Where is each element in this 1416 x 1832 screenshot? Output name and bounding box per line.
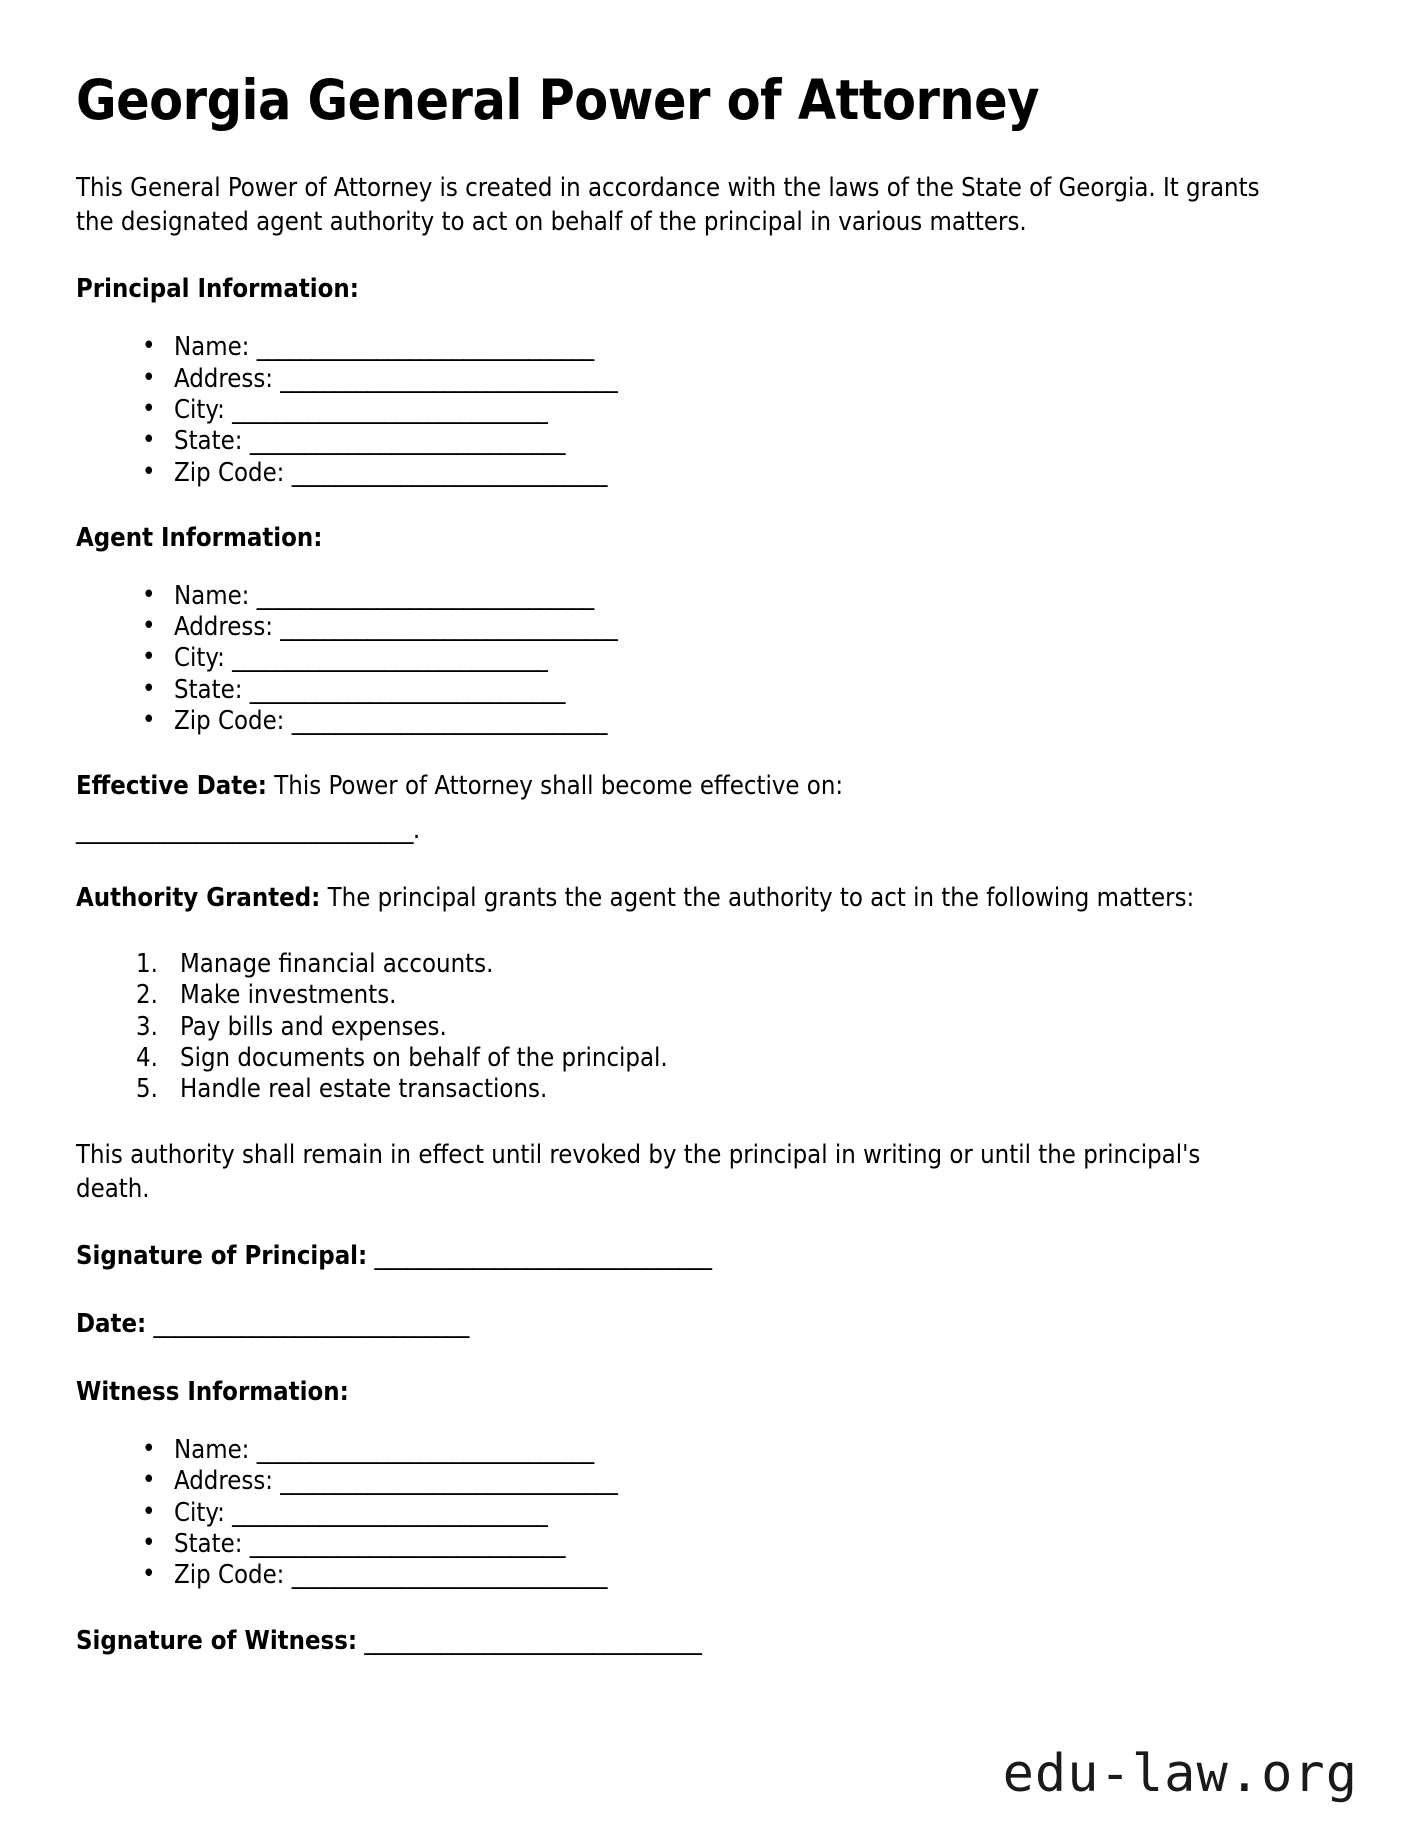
page-title: Georgia General Power of Attorney	[76, 68, 1039, 132]
field-label: Address:	[174, 363, 273, 394]
field-blank[interactable]: _____________________________	[232, 394, 548, 425]
field-label: State:	[174, 426, 243, 457]
field-label: Zip Code:	[174, 457, 285, 488]
list-item: Pay bills and expenses.	[180, 1011, 447, 1042]
field-blank[interactable]: _____________________________	[291, 706, 607, 737]
agent-information-heading: Agent Information:	[76, 522, 323, 553]
field-label: State:	[174, 1529, 243, 1560]
authority-granted-label: Authority Granted:	[76, 883, 321, 914]
date-blank[interactable]: _____________________________	[153, 1309, 469, 1340]
list-item	[136, 333, 1340, 362]
effective-date-blank-line	[76, 814, 1340, 848]
list-item: Sign documents on behalf of the principal.	[180, 1043, 668, 1073]
field-blank[interactable]: _____________________________	[232, 643, 548, 674]
effective-date-blank[interactable]: _______________________________	[76, 815, 413, 846]
principal-information-fields	[76, 333, 1340, 488]
field-blank[interactable]: _____________________________	[249, 674, 565, 705]
field-label: City:	[174, 394, 225, 425]
field-label: Zip Code:	[174, 1560, 285, 1591]
field-blank[interactable]: _______________________________	[280, 612, 618, 643]
field-label: Address:	[174, 1466, 273, 1497]
field-label: City:	[174, 643, 225, 674]
list-item	[136, 396, 1340, 425]
field-label: State:	[174, 674, 243, 705]
authority-granted-text: The principal grants the agent the authority to act in the following matters:	[327, 883, 1195, 914]
effective-date-paragraph	[76, 770, 1340, 804]
list-item: Manage financial accounts.	[180, 949, 494, 980]
field-label: City:	[174, 1497, 225, 1528]
revocation-paragraph: This authority shall remain in effect until revoked by the principal in writing or until the principal's death.	[76, 1139, 1201, 1204]
field-blank[interactable]: _____________________________	[291, 457, 607, 488]
signature-witness-label: Signature of Witness:	[76, 1625, 358, 1656]
list-item	[136, 582, 1340, 611]
effective-date-text: This Power of Attorney shall become effective on:	[274, 771, 844, 802]
list-item	[136, 459, 1340, 488]
field-blank[interactable]: _______________________________	[256, 1435, 594, 1466]
list-item	[136, 644, 1340, 673]
field-blank[interactable]: _______________________________	[280, 1466, 618, 1497]
signature-principal-blank[interactable]: _______________________________	[374, 1241, 712, 1272]
witness-information-fields	[76, 1436, 1340, 1591]
signature-principal-label: Signature of Principal:	[76, 1241, 368, 1272]
field-blank[interactable]: _______________________________	[256, 332, 594, 363]
field-label: Name:	[174, 580, 250, 611]
list-item	[136, 1499, 1340, 1528]
date-line	[76, 1308, 1340, 1342]
field-blank[interactable]: _____________________________	[249, 426, 565, 457]
site-watermark: edu-law.org	[1002, 1744, 1358, 1804]
principal-information-heading: Principal Information:	[76, 274, 359, 305]
list-item: Make investments.	[180, 980, 397, 1011]
witness-information-heading: Witness Information:	[76, 1377, 349, 1408]
field-blank[interactable]: _______________________________	[280, 363, 618, 394]
signature-of-witness-line	[76, 1625, 1340, 1659]
field-blank[interactable]: _____________________________	[291, 1560, 607, 1591]
list-item: Handle real estate transactions.	[180, 1074, 548, 1105]
field-blank[interactable]: _______________________________	[256, 580, 594, 611]
effective-date-period: .	[412, 815, 421, 846]
list-item	[136, 1467, 1340, 1496]
authority-granted-paragraph	[76, 882, 1340, 916]
date-label: Date:	[76, 1309, 147, 1340]
list-item	[136, 1530, 1340, 1559]
list-item	[136, 613, 1340, 642]
field-label: Name:	[174, 1435, 250, 1466]
list-item	[136, 427, 1340, 456]
list-item	[136, 1561, 1340, 1590]
field-blank[interactable]: _____________________________	[249, 1529, 565, 1560]
field-label: Address:	[174, 612, 273, 643]
agent-information-fields	[76, 582, 1340, 737]
effective-date-label: Effective Date:	[76, 771, 267, 802]
field-label: Zip Code:	[174, 706, 285, 737]
list-item	[136, 1436, 1340, 1465]
list-item	[136, 676, 1340, 705]
list-item	[136, 365, 1340, 394]
field-label: Name:	[174, 332, 250, 363]
field-blank[interactable]: _____________________________	[232, 1497, 548, 1528]
signature-witness-blank[interactable]: _______________________________	[364, 1625, 702, 1656]
signature-of-principal-line	[76, 1240, 1340, 1274]
list-item	[136, 707, 1340, 736]
intro-paragraph: This General Power of Attorney is created in accordance with the laws of the State of Georgia. It grants the designated agent authority to act on behalf of the principal in various matters.	[76, 172, 1260, 237]
authority-granted-list	[76, 950, 1340, 1105]
